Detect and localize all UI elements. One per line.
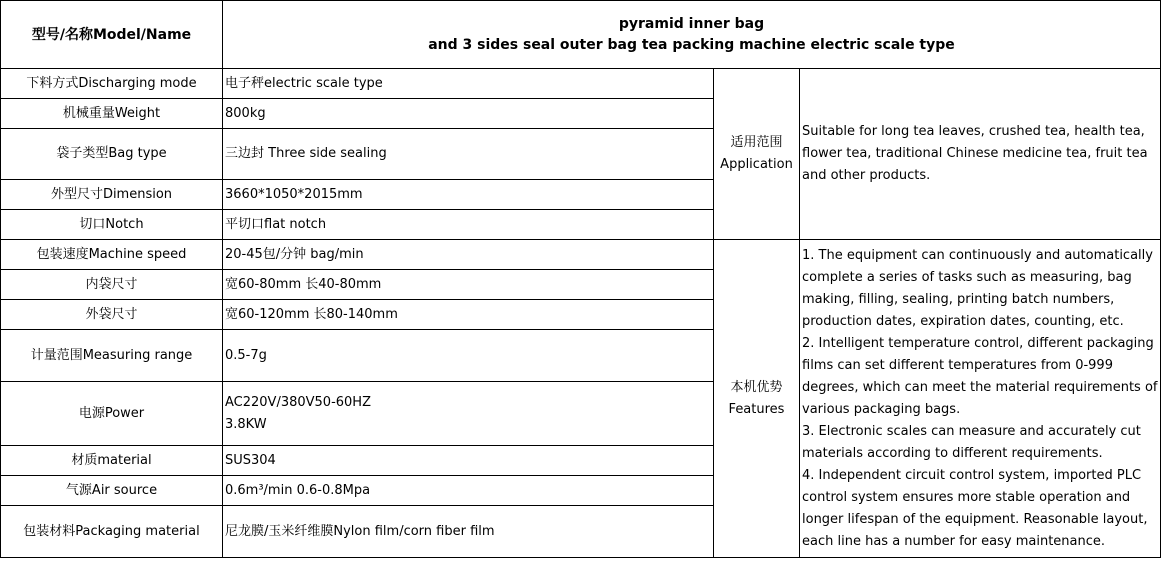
row-value: 0.5-7g — [223, 330, 714, 382]
feature-item: 1. The equipment can continuously and automatically complete a series of tasks such as measuring, bag making, filling, sealing, printing batch numbers, production dates, expiration dates, counting, etc. — [802, 247, 1153, 329]
row-label: 包装速度Machine speed — [1, 240, 223, 270]
row-label: 下料方式Discharging mode — [1, 69, 223, 99]
row-value: 三边封 Three side sealing — [223, 129, 714, 180]
row-label: 切口Notch — [1, 210, 223, 240]
row-label: 外袋尺寸 — [1, 300, 223, 330]
row-label: 袋子类型Bag type — [1, 129, 223, 180]
power-wattage: 3.8KW — [225, 416, 267, 432]
row-value: 宽60-120mm 长80-140mm — [223, 300, 714, 330]
row-label: 材质material — [1, 446, 223, 476]
row-value: 平切口flat notch — [223, 210, 714, 240]
row-label: 内袋尺寸 — [1, 270, 223, 300]
row-value: SUS304 — [223, 446, 714, 476]
features-text — [800, 240, 1161, 558]
row-value: 电子秤electric scale type — [223, 69, 714, 99]
title-line-1: pyramid inner bag — [618, 15, 765, 32]
feature-item: 3. Electronic scales can measure and accurately cut materials according to different requirements. — [802, 423, 1141, 461]
row-label: 机械重量Weight — [1, 99, 223, 129]
row-value: 20-45包/分钟 bag/min — [223, 240, 714, 270]
machine-title — [223, 1, 1161, 69]
row-value: 3660*1050*2015mm — [223, 180, 714, 210]
row-label: 计量范围Measuring range — [1, 330, 223, 382]
feature-item: 2. Intelligent temperature control, different packaging films can set different temperatures from 0-999 degrees, which can meet the material requirements of various packaging bags. — [802, 335, 1158, 417]
features-label — [714, 240, 800, 558]
application-label-en: Application — [720, 157, 793, 172]
row-value — [223, 382, 714, 446]
row-label: 外型尺寸Dimension — [1, 180, 223, 210]
power-voltage: AC220V/380V50-60HZ — [225, 394, 371, 410]
row-label: 包装材料Packaging material — [1, 506, 223, 558]
row-label: 气源Air source — [1, 476, 223, 506]
application-text: Suitable for long tea leaves, crushed tea, health tea, flower tea, traditional Chinese medicine tea, fruit tea and other products. — [800, 69, 1161, 240]
application-label — [714, 69, 800, 240]
row-label: 电源Power — [1, 382, 223, 446]
row-value: 尼龙膜/玉米纤维膜Nylon film/corn fiber film — [223, 506, 714, 558]
table-row — [1, 240, 1161, 270]
feature-item: 4. Independent circuit control system, imported PLC control system ensures more stable operation and longer lifespan of the equipment. Reasonable layout, each line has a number for easy maintenance. — [802, 467, 1148, 549]
header-row — [1, 1, 1161, 69]
application-label-cn: 适用范围 — [730, 135, 783, 150]
row-value: 800kg — [223, 99, 714, 129]
title-line-2: and 3 sides seal outer bag tea packing machine electric scale type — [428, 36, 955, 53]
features-label-cn: 本机优势 — [730, 379, 783, 395]
features-label-en: Features — [728, 401, 785, 417]
row-value: 宽60-80mm 长40-80mm — [223, 270, 714, 300]
table-row — [1, 69, 1161, 99]
model-name-label: 型号/名称Model/Name — [1, 1, 223, 69]
row-value: 0.6m³/min 0.6-0.8Mpa — [223, 476, 714, 506]
